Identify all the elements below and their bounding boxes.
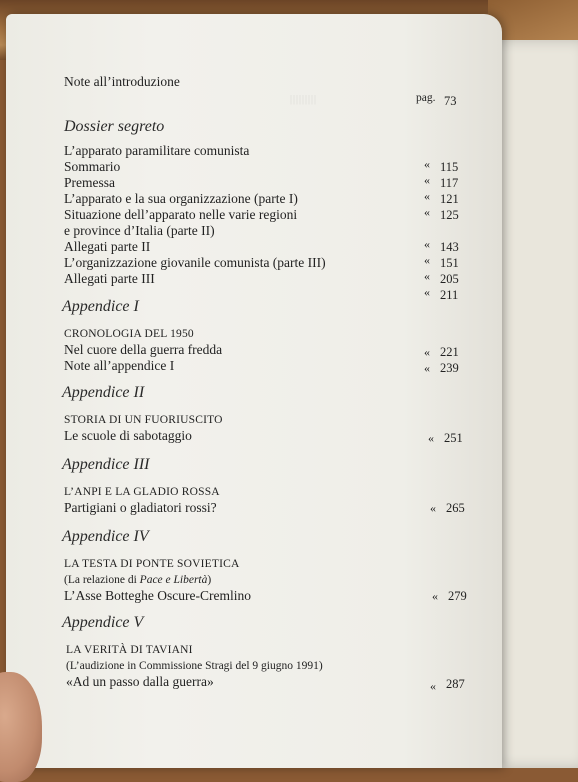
pag-number: 73 (444, 94, 457, 108)
ditto-mark: « (432, 589, 438, 603)
toc-entry: Note all’appendice I (64, 358, 175, 373)
toc-entry: Allegati parte III (64, 271, 155, 286)
appendix-caps-title: LA TESTA DI PONTE SOVIETICA (64, 558, 240, 570)
toc-entry-continuation: e province d’Italia (parte II) (64, 223, 215, 238)
ditto-mark: « (424, 237, 430, 251)
ditto-mark: « (424, 205, 430, 219)
appendix-heading: Appendice IV (62, 528, 149, 545)
ditto-mark: « (424, 345, 430, 359)
appendix-caps-title: CRONOLOGIA DEL 1950 (64, 328, 194, 340)
appendix-heading: Appendice II (62, 384, 145, 401)
ditto-mark: « (430, 501, 436, 515)
ditto-mark: « (430, 679, 436, 693)
page-number: 121 (440, 192, 459, 206)
toc-entry: L’organizzazione giovanile comunista (parte III) (64, 255, 326, 270)
toc-entry: Premessa (64, 175, 115, 190)
ditto-mark: « (424, 285, 430, 299)
page-number: 279 (448, 589, 467, 603)
page-number: 265 (446, 501, 465, 515)
appendix-caps-title: L’ANPI E LA GLADIO ROSSA (64, 486, 220, 498)
ditto-mark: « (428, 431, 434, 445)
toc-entry: Situazione dell’apparato nelle varie regioni (64, 207, 298, 222)
appendix-caps-title: STORIA DI UN FUORIUSCITO (64, 414, 223, 426)
note-intro-label: Note all’introduzione (64, 74, 180, 89)
page-number: 115 (440, 160, 459, 174)
book-page (6, 14, 502, 768)
page-number: 205 (440, 272, 459, 286)
appendix-subtitle: (L’audizione in Commissione Stragi del 9 giugno 1991) (66, 660, 323, 672)
appendix-heading: Appendice I (62, 298, 139, 315)
page-number: 251 (444, 431, 463, 445)
page-number: 287 (446, 677, 465, 691)
toc-entry: Partigiani o gladiatori rossi? (64, 500, 217, 515)
page-number: 151 (440, 256, 459, 270)
appendix-heading: Appendice V (62, 614, 144, 631)
appendix-subtitle: (La relazione di Pace e Libertà) (64, 574, 212, 586)
ditto-mark: « (424, 157, 430, 171)
page-number: 221 (440, 345, 459, 359)
page-number: 125 (440, 208, 459, 222)
ditto-mark: « (424, 173, 430, 187)
ditto-mark: « (424, 253, 430, 267)
page-number: 239 (440, 361, 459, 375)
dossier-title-line: L’apparato paramilitare comunista (64, 143, 250, 158)
ditto-mark: « (424, 269, 430, 283)
page-number: 143 (440, 240, 459, 254)
pag-label: pag. (416, 92, 436, 104)
toc-entry: Le scuole di sabotaggio (64, 428, 192, 443)
toc-entry: Allegati parte II (64, 239, 151, 254)
toc-entry: Sommario (64, 159, 121, 174)
appendix-heading: Appendice III (62, 456, 150, 473)
ditto-mark: « (424, 361, 430, 375)
page-number: 211 (440, 288, 459, 302)
dossier-heading: Dossier segreto (64, 118, 165, 135)
page-number: 117 (440, 176, 459, 190)
toc-entry: Nel cuore della guerra fredda (64, 342, 223, 357)
bleed-through-text: ||||||||| (290, 94, 318, 105)
appendix-caps-title: LA VERITÀ DI TAVIANI (66, 644, 193, 656)
ditto-mark: « (424, 189, 430, 203)
toc-entry: «Ad un passo dalla guerra» (66, 674, 214, 689)
toc-entry: L’apparato e la sua organizzazione (parte I) (64, 191, 298, 206)
toc-entry: L’Asse Botteghe Oscure-Cremlino (64, 588, 251, 603)
